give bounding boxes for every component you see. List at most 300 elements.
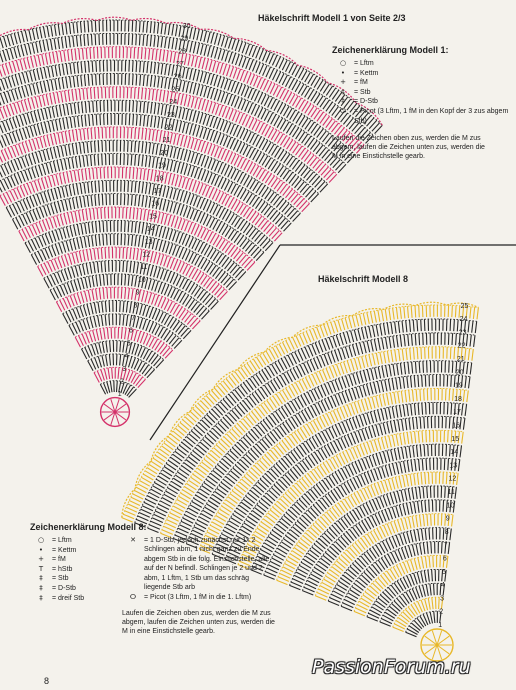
stitch-mark [44,191,48,202]
model1-legend-item [332,97,510,107]
stitch-mark [185,250,190,260]
stitch-mark [386,365,388,377]
stitch-mark [180,205,184,216]
stitch-mark [347,405,351,416]
stitch-mark [130,208,131,219]
stitch-mark [70,226,73,237]
stitch-mark [218,148,222,159]
stitch-mark [58,38,60,49]
stitch-mark [389,308,391,320]
stitch-mark [169,243,173,254]
stitch-mark [74,225,77,236]
stitch-mark [138,516,149,521]
stitch-mark [11,161,15,172]
stitch-mark [209,188,214,198]
model1-legend-note: Laufen die Zeichen oben zus, werden die M zus abgem, laufen die Zeichen unten zus, werden die M in eine Einstichstelle gearb. [332,135,485,161]
row-number: 18 [454,395,462,403]
stitch-mark [31,112,34,123]
stitch-mark [412,516,414,528]
stitch-mark [232,39,236,50]
stitch-mark [239,113,244,123]
stitch-mark [273,70,278,80]
stitch-mark [36,152,39,163]
stitch-mark [47,26,49,37]
stitch-mark [455,306,456,318]
stitch-mark [393,336,395,348]
stitch-mark [92,21,93,32]
stitch-mark [198,169,202,180]
stitch-mark [411,460,413,472]
stitch-mark [452,361,453,373]
stitch-mark [381,438,384,450]
stitch-mark [224,136,228,147]
stitch-mark [77,224,79,235]
stitch-mark [29,140,32,151]
stitch-mark [56,120,58,131]
stitch-mark [215,176,220,186]
stitch-mark [393,308,395,320]
stitch-mark [241,85,245,96]
stitch-mark [369,456,373,467]
stitch-mark [132,344,135,355]
stitch-mark [83,305,86,316]
stitch-mark [200,85,203,96]
stitch-mark [189,110,192,121]
stitch-mark [49,176,52,187]
stitch-mark [77,62,78,73]
stitch-mark [427,514,428,526]
stitch-mark [372,426,375,437]
stitch-mark [407,376,408,388]
stitch-mark [415,362,416,374]
stitch-mark [416,389,417,401]
stitch-mark [103,234,104,245]
stitch-mark [78,102,79,113]
stitch-mark [43,136,46,147]
stitch-mark [147,102,148,113]
stitch-mark [8,77,11,88]
stitch-mark [385,465,388,476]
stitch-mark [5,78,9,89]
stitch-mark [238,84,242,95]
stitch-mark [139,34,140,45]
stitch-mark [29,226,34,236]
stitch-mark [167,201,170,212]
stitch-mark [419,487,420,499]
stitch-mark [26,198,30,209]
stitch-mark [100,167,101,178]
stitch-mark [374,311,376,323]
stitch-mark [418,431,419,443]
stitch-mark [147,75,148,86]
stitch-mark [428,598,430,610]
stitch-mark [427,542,428,554]
stitch-mark [197,197,201,208]
stitch-mark [321,385,326,396]
stitch-mark [419,586,422,597]
stitch-mark [40,82,43,93]
stitch-mark [163,227,166,238]
stitch-mark [158,36,159,47]
stitch-mark [334,321,338,332]
stitch-mark [42,54,44,65]
row-number: 29 [180,35,189,43]
stitch-mark [47,205,51,216]
stitch-mark [164,256,168,267]
stitch-mark [25,156,29,167]
stitch-mark [102,154,103,165]
stitch-mark [64,159,66,170]
stitch-mark [149,322,153,332]
stitch-mark [140,168,141,179]
stitch-mark [195,98,198,109]
stitch-mark [0,51,3,62]
stitch-mark [161,283,165,294]
stitch-mark [398,420,400,432]
stitch-mark [411,334,412,346]
stitch-mark [133,208,134,219]
stitch-mark [152,309,156,320]
stitch-mark [444,458,445,470]
stitch-mark [37,69,40,80]
stitch-mark [65,199,68,210]
stitch-mark [214,75,217,86]
stitch-mark [66,186,69,197]
stitch-mark [89,276,91,287]
stitch-mark [101,370,105,381]
stitch-mark [168,24,170,35]
stitch-mark [88,222,90,233]
stitch-mark [342,319,345,330]
stitch-mark [68,90,70,101]
stitch-mark [112,367,113,378]
stitch-mark [94,47,95,58]
stitch-mark [241,100,245,111]
stitch-mark [431,514,432,526]
stitch-mark [91,128,92,139]
stitch-mark [72,90,74,101]
stitch-mark [380,352,382,364]
stitch-mark [390,393,392,405]
stitch-mark [142,142,143,153]
stitch-mark [125,288,126,299]
stitch-mark [427,361,428,373]
stitch-mark [327,323,331,334]
stitch-mark [351,403,355,414]
stitch-mark [154,36,155,47]
stitch-mark [150,252,153,263]
stitch-mark [39,151,42,162]
stitch-mark [146,320,150,331]
stitch-mark [196,182,200,193]
stitch-mark [69,254,72,265]
stitch-mark [203,128,206,139]
stitch-mark [383,592,392,600]
stitch-mark [418,501,420,513]
stitch-mark [95,343,98,354]
model8-legend-text: = Kettm [52,546,77,554]
stitch-mark [127,387,134,396]
stitch-mark [158,296,162,307]
stitch-mark [364,370,367,381]
stitch-mark [468,321,469,333]
stitch-mark [449,361,450,373]
stitch-mark [381,481,385,492]
stitch-mark [138,88,139,99]
stitch-mark [421,319,422,331]
stitch-mark [184,54,186,65]
stitch-mark [98,127,99,138]
stitch-mark [164,270,168,281]
stitch-mark [430,486,431,498]
stitch-mark [74,294,78,305]
stitch-mark [99,194,100,205]
stitch-mark [365,356,368,368]
stitch-mark [135,222,136,233]
stitch-mark [66,227,69,238]
stitch-mark [10,104,14,115]
row-number: 23 [458,329,467,337]
stitch-mark [156,49,157,60]
stitch-mark [249,118,254,128]
stitch-mark [121,274,122,285]
stitch-mark [173,245,177,256]
stitch-mark [349,419,353,430]
stitch-mark [73,76,74,87]
chain-stitch-icon: ○ [339,59,347,67]
stitch-mark [12,132,16,143]
stitch-mark [90,209,91,220]
stitch-mark [150,22,151,33]
stitch-mark [237,142,242,152]
stitch-mark [388,379,390,391]
stitch-mark [74,116,76,127]
stitch-mark [92,235,94,246]
stitch-mark [167,91,169,102]
stitch-mark [306,331,311,342]
stitch-mark [413,418,414,430]
stitch-mark [129,356,132,367]
stitch-mark [411,404,412,416]
stitch-mark [457,473,459,485]
stitch-mark [1,79,5,90]
stitch-mark [133,262,135,273]
stitch-mark [89,101,90,112]
stitch-mark [77,22,78,33]
model1-legend-text: = Lftm [354,60,374,67]
stitch-mark [323,370,328,381]
stitch-mark [319,371,324,382]
stitch-mark [456,333,457,345]
stitch-mark [83,264,85,275]
stitch-mark [156,239,159,250]
stitch-mark [132,289,134,300]
stitch-mark [423,514,424,526]
stitch-mark [134,330,137,341]
stitch-mark [380,453,383,464]
stitch-mark [74,170,76,181]
stitch-mark [405,609,413,618]
stitch-mark [135,128,136,139]
stitch-mark [172,38,174,49]
stitch-mark [124,194,125,205]
stitch-mark [140,332,144,343]
stitch-mark [45,177,48,188]
stitch-mark [145,48,146,59]
stitch-mark [44,67,46,78]
stitch-mark [82,210,84,221]
stitch-mark [94,316,97,327]
stitch-mark [149,89,150,100]
stitch-mark [333,336,337,347]
stitch-mark [405,489,407,501]
stitch-mark [448,458,449,470]
stitch-mark [204,45,207,56]
stitch-mark [375,580,383,589]
stitch-mark [184,164,187,175]
stitch-mark [325,384,330,395]
stitch-mark [71,212,73,223]
stitch-mark [194,139,197,150]
stitch-mark [367,413,370,424]
stitch-mark [211,33,214,44]
stitch-mark [62,24,64,35]
stitch-mark [380,324,382,336]
stitch-mark [136,21,137,32]
model1-legend-item [332,107,510,126]
stitch-mark [403,433,405,445]
stitch-mark [61,146,63,157]
stitch-mark [167,159,169,170]
stitch-mark [102,301,103,312]
stitch-mark [347,550,355,559]
stitch-mark [154,22,155,33]
stitch-mark [101,248,102,259]
stitch-mark [383,423,386,435]
stitch-mark [374,339,376,351]
stitch-mark [87,155,88,166]
stitch-mark [406,348,407,360]
stitch-mark [24,100,27,111]
stitch-mark [342,422,347,433]
stitch-mark [58,146,60,157]
stitch-mark [128,181,129,192]
stitch-mark [243,130,248,140]
stitch-mark [8,91,12,102]
row-number: 9 [445,515,450,523]
stitch-mark [225,165,230,175]
stitch-row [13,194,264,253]
stitch-mark [52,66,54,77]
stitch-mark [54,273,59,283]
stitch-mark [412,390,413,402]
stitch-mark [207,201,212,211]
stitch-mark [351,331,354,342]
stitch-mark [123,247,124,258]
stitch-mark [423,333,424,345]
stitch-mark [91,303,94,314]
stitch-mark [200,113,203,124]
stitch-mark [195,167,199,178]
stitch-mark [421,571,424,583]
stitch-mark [407,460,409,472]
stitch-mark [36,208,40,219]
stitch-mark [233,68,237,79]
stitch-mark [140,74,141,85]
row-number: 27 [176,61,184,68]
stitch-mark [100,114,101,125]
stitch-mark [39,165,42,176]
stitch-mark [43,150,46,161]
stitch-mark [59,243,63,254]
stitch-mark [140,209,142,220]
stitch-mark [91,195,92,206]
stitch-mark [91,34,92,45]
stitch-mark [302,591,313,595]
stitch-mark [133,168,134,179]
stitch-mark [130,302,132,313]
stitch-mark [465,348,466,360]
stitch-mark [305,347,310,358]
model1-legend-text: = Stb [354,88,371,96]
stitch-mark [428,570,429,582]
stitch-mark [93,330,96,341]
stitch-mark [22,31,25,42]
stitch-mark [98,154,99,165]
stitch-mark [131,127,132,138]
stitch-mark [13,189,18,199]
stitch-mark [137,262,139,273]
stitch-mark [152,238,155,249]
stitch-mark [211,145,215,156]
stitch-mark [412,488,414,500]
stitch-mark [146,156,147,167]
stitch-mark [0,108,4,119]
stitch-mark [414,530,416,542]
model8-legend-text: = dreif Stb [52,594,85,602]
stitch-mark [179,176,182,187]
stitch-mark [55,244,59,255]
stitch-mark [279,58,284,68]
stitch-mark [314,358,319,369]
stitch-mark [155,310,160,320]
stitch-mark [163,91,165,102]
stitch-mark [397,336,399,348]
stitch-mark [419,459,420,471]
stitch-mark [402,349,403,361]
stitch-mark [388,479,391,490]
stitch-mark [474,335,475,347]
stitch-mark [410,502,412,514]
stitch-mark [50,93,52,104]
stitch-mark [161,36,163,47]
stitch-mark [61,270,65,281]
stitch-mark [54,93,56,104]
stitch-mark [105,314,106,325]
stitch-mark [221,36,224,47]
stitch-mark [72,267,75,278]
stitch-mark [363,414,367,425]
stitch-mark [104,114,105,125]
stitch-mark [347,361,351,372]
stitch-mark [403,612,412,620]
stitch-mark [229,109,233,120]
stitch-mark [155,281,159,292]
row-number: 5 [126,340,131,348]
stitch-mark [33,70,36,81]
stitch-mark [215,34,218,45]
stitch-mark [257,77,262,87]
